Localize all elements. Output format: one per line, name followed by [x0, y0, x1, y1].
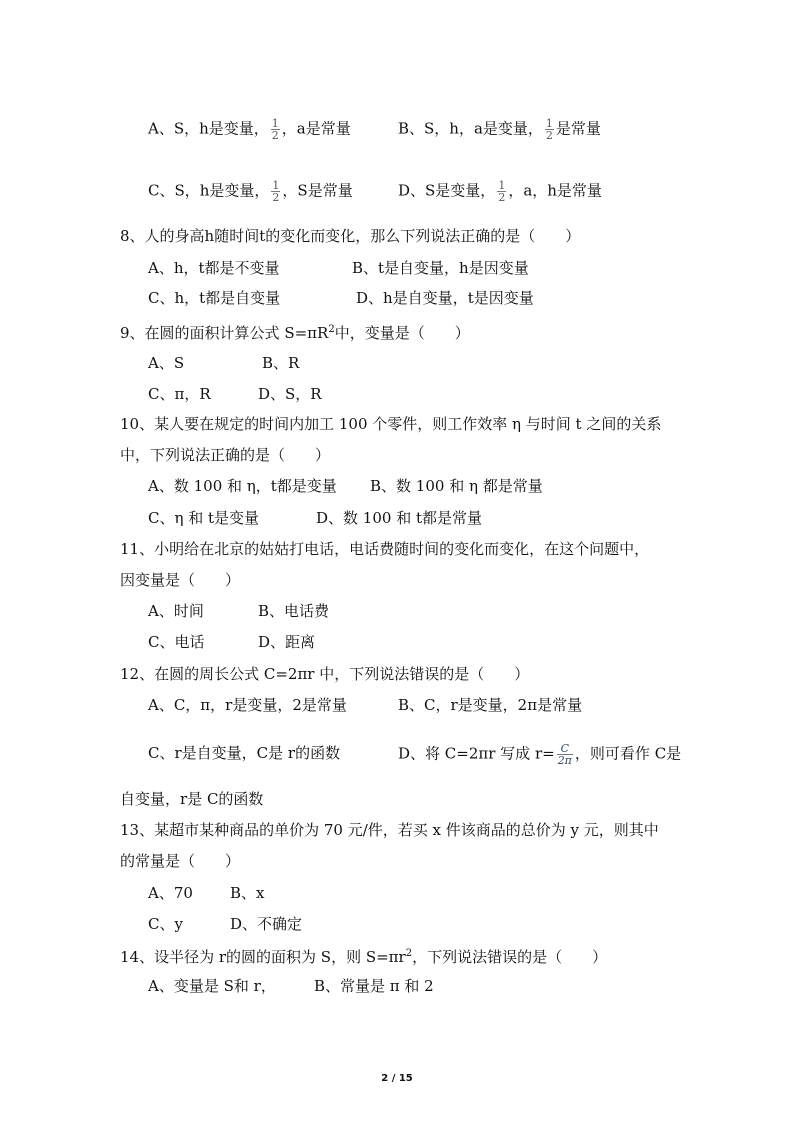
q9-option-d: D、S，R — [258, 385, 322, 403]
fraction-one-half: $\frac{1}{2}$ — [272, 179, 280, 204]
q7-option-b — [398, 118, 601, 141]
q12-stem: 12、在圆的周长公式 C=2πr 中，下列说法错误的是（ ） — [120, 665, 530, 683]
q7-option-c-text: C、S，h是变量， — [148, 181, 270, 200]
q7-option-a-text: A、S，h是变量， — [148, 119, 269, 138]
q8-option-b: B、t是自变量，h是因变量 — [352, 259, 529, 277]
q7-option-a — [148, 118, 351, 141]
q8-stem: 8、人的身高h随时间t的变化而变化，那么下列说法正确的是（ ） — [120, 227, 581, 245]
q11-option-b: B、电话费 — [258, 602, 330, 620]
q13-stem-line1: 13、某超市某种商品的单价为 70 元/件，若买 x 件该商品的总价为 y 元，则其中 — [120, 821, 659, 839]
q11-option-d: D、距离 — [258, 633, 316, 651]
superscript: 2 — [328, 324, 335, 335]
q13-option-c: C、y — [148, 915, 183, 933]
fraction-one-half: $\frac{1}{2}$ — [271, 117, 279, 142]
q7-option-d — [398, 180, 602, 203]
q7-option-b-text: B、S，h，a是变量， — [398, 119, 543, 138]
q11-option-c: C、电话 — [148, 633, 205, 651]
q12-option-a: A、C，π，r是变量，2是常量 — [148, 696, 347, 714]
q13-stem-line2: 的常量是（ ） — [120, 852, 241, 870]
q14-option-a: A、变量是 S和 r， — [148, 977, 276, 995]
q12-option-d-continuation: 自变量，r是 C的函数 — [120, 790, 264, 808]
q10-stem-line1: 10、某人要在规定的时间内加工 100 个零件，则工作效率 η 与时间 t 之间的关系 — [120, 415, 662, 433]
q7-option-d-text: D、S是变量， — [398, 181, 496, 200]
q8-option-c: C、h，t都是自变量 — [148, 289, 281, 307]
q12-option-b: B、C，r是变量，2π是常量 — [398, 696, 583, 714]
fraction-one-half: $\frac{1}{2}$ — [498, 179, 506, 204]
fraction-c-over-2pi: $\frac{C}{2\pi}$ — [557, 742, 572, 767]
q10-option-b: B、数 100 和 η 都是常量 — [370, 477, 543, 495]
q13-option-b: B、x — [230, 884, 265, 902]
q8-option-a: A、h，t都是不变量 — [148, 259, 280, 277]
q7-option-d-text-end: ，a，h是常量 — [508, 181, 602, 200]
q13-option-d: D、不确定 — [230, 915, 303, 933]
q14-option-b: B、常量是 π 和 2 — [314, 977, 434, 995]
q12-option-c: C、r是自变量，C是 r的函数 — [148, 744, 341, 762]
q11-stem-line2: 因变量是（ ） — [120, 571, 241, 589]
q11-option-a: A、时间 — [148, 602, 204, 620]
q9-option-b: B、R — [262, 354, 300, 372]
q9-option-c: C、π，R — [148, 385, 211, 403]
q7-option-b-text-end: 是常量 — [555, 119, 601, 138]
superscript: 2 — [405, 948, 413, 959]
fraction-one-half: $\frac{1}{2}$ — [545, 117, 553, 142]
q11-stem-line1: 11、小明给在北京的姑姑打电话，电话费随时间的变化而变化，在这个问题中， — [120, 540, 650, 558]
page-number: 2 / 15 — [381, 1073, 413, 1084]
q13-option-a: A、70 — [148, 884, 193, 902]
q10-option-c: C、η 和 t是变量 — [148, 509, 260, 527]
q10-option-a: A、数 100 和 η，t都是变量 — [148, 477, 337, 495]
q14-stem: 14、设半径为 r的圆的面积为 S，则 $S=\pi r^2$，下列说法错误的是（ ） — [120, 948, 608, 966]
q10-option-d: D、数 100 和 t都是常量 — [316, 509, 482, 527]
q7-option-c-text-end: ，S是常量 — [282, 181, 353, 200]
q12-option-d: D、将 C=2πr 写成 r= $\frac{C}{2\pi}$ ，则可看作 C是 — [398, 742, 682, 767]
q9-option-a: A、S — [148, 354, 185, 372]
q10-stem-line2: 中，下列说法正确的是（ ） — [120, 446, 331, 464]
q7-option-c — [148, 180, 353, 203]
q8-option-d: D、h是自变量，t是因变量 — [356, 289, 534, 307]
q9-stem: 9、在圆的面积计算公式 $S=\pi R^2$中，变量是（ ） — [120, 324, 470, 342]
q7-option-a-text-end: ，a是常量 — [281, 119, 351, 138]
